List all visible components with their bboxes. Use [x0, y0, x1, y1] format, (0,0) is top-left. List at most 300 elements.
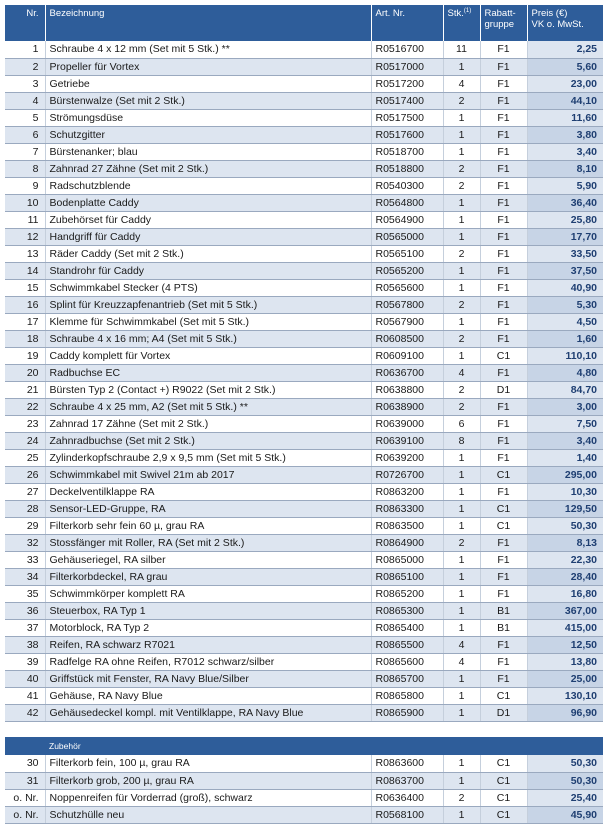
cell-bezeichnung: Bürstenwalze (Set mit 2 Stk.): [45, 92, 371, 109]
cell-stk: 1: [443, 58, 480, 75]
cell-stk: 1: [443, 568, 480, 585]
cell-stk: 1: [443, 704, 480, 721]
cell-art-nr: R0609100: [371, 347, 443, 364]
cell-art-nr: R0565600: [371, 279, 443, 296]
cell-bezeichnung: Motorblock, RA Typ 2: [45, 619, 371, 636]
cell-rabattgruppe: B1: [480, 619, 527, 636]
cell-art-nr: R0865600: [371, 653, 443, 670]
cell-nr: o. Nr.: [5, 789, 45, 806]
cell-rabattgruppe: F1: [480, 636, 527, 653]
cell-nr: 10: [5, 194, 45, 211]
cell-stk: 1: [443, 772, 480, 789]
cell-nr: 22: [5, 398, 45, 415]
cell-nr: 20: [5, 364, 45, 381]
cell-stk: 1: [443, 806, 480, 823]
cell-bezeichnung: Zylinderkopfschraube 2,9 x 9,5 mm (Set mit 5 Stk.): [45, 449, 371, 466]
cell-rabattgruppe: F1: [480, 160, 527, 177]
cell-art-nr: R0518800: [371, 160, 443, 177]
cell-rabattgruppe: F1: [480, 330, 527, 347]
cell-art-nr: R0517000: [371, 58, 443, 75]
table-row: [5, 602, 603, 619]
cell-nr: 25: [5, 449, 45, 466]
cell-stk: 1: [443, 466, 480, 483]
cell-stk: 4: [443, 75, 480, 92]
cell-preis: 415,00: [527, 619, 603, 636]
cell-nr: 3: [5, 75, 45, 92]
cell-stk: 1: [443, 687, 480, 704]
cell-bezeichnung: Schraube 4 x 25 mm, A2 (Set mit 5 Stk.) **: [45, 398, 371, 415]
cell-stk: 4: [443, 636, 480, 653]
table-row: [5, 296, 603, 313]
cell-art-nr: R0517400: [371, 92, 443, 109]
cell-nr: 37: [5, 619, 45, 636]
cell-preis: 50,30: [527, 772, 603, 789]
cell-bezeichnung: Schutzgitter: [45, 126, 371, 143]
cell-art-nr: R0639200: [371, 449, 443, 466]
cell-bezeichnung: Noppenreifen für Vorderrad (groß), schwarz: [45, 789, 371, 806]
cell-nr: 8: [5, 160, 45, 177]
cell-rabattgruppe: F1: [480, 228, 527, 245]
cell-nr: 27: [5, 483, 45, 500]
cell-bezeichnung: Zubehörset für Caddy: [45, 211, 371, 228]
cell-rabattgruppe: C1: [480, 789, 527, 806]
cell-nr: 30: [5, 755, 45, 772]
cell-preis: 13,80: [527, 653, 603, 670]
table-row: [5, 449, 603, 466]
cell-bezeichnung: Reifen, RA schwarz R7021: [45, 636, 371, 653]
cell-art-nr: R0568100: [371, 806, 443, 823]
cell-stk: 1: [443, 347, 480, 364]
cell-preis: 37,50: [527, 262, 603, 279]
cell-nr: 18: [5, 330, 45, 347]
cell-bezeichnung: Getriebe: [45, 75, 371, 92]
cell-art-nr: R0565200: [371, 262, 443, 279]
cell-preis: 8,10: [527, 160, 603, 177]
cell-art-nr: R0865100: [371, 568, 443, 585]
cell-bezeichnung: Radschutzblende: [45, 177, 371, 194]
cell-stk: 1: [443, 262, 480, 279]
cell-preis: 23,00: [527, 75, 603, 92]
section-title: Zubehör: [45, 737, 603, 755]
cell-rabattgruppe: F1: [480, 653, 527, 670]
section-header-zubehoer: [5, 737, 603, 755]
table-row: [5, 483, 603, 500]
table-row: [5, 41, 603, 58]
cell-art-nr: R0865800: [371, 687, 443, 704]
table-row: [5, 177, 603, 194]
cell-art-nr: R0865700: [371, 670, 443, 687]
cell-preis: 25,00: [527, 670, 603, 687]
table-row: [5, 517, 603, 534]
cell-art-nr: R0608500: [371, 330, 443, 347]
cell-art-nr: R0863700: [371, 772, 443, 789]
spacer-cell: [5, 721, 603, 737]
cell-nr: 26: [5, 466, 45, 483]
cell-nr: 36: [5, 602, 45, 619]
cell-preis: 16,80: [527, 585, 603, 602]
cell-nr: 14: [5, 262, 45, 279]
table-row: [5, 228, 603, 245]
parts-list: [5, 5, 603, 824]
section-header-blank: [5, 737, 45, 755]
cell-nr: 28: [5, 500, 45, 517]
cell-rabattgruppe: F1: [480, 194, 527, 211]
table-row: [5, 245, 603, 262]
table-row: [5, 279, 603, 296]
cell-stk: 1: [443, 228, 480, 245]
cell-preis: 3,00: [527, 398, 603, 415]
cell-stk: 1: [443, 619, 480, 636]
cell-stk: 1: [443, 517, 480, 534]
col-header-bezeichnung: Bezeichnung: [45, 5, 371, 41]
cell-art-nr: R0636400: [371, 789, 443, 806]
cell-bezeichnung: Schwimmkabel Stecker (4 PTS): [45, 279, 371, 296]
cell-rabattgruppe: F1: [480, 670, 527, 687]
cell-rabattgruppe: C1: [480, 755, 527, 772]
col-header-rabatt-line1: Rabatt-: [484, 8, 516, 19]
cell-preis: 22,30: [527, 551, 603, 568]
col-header-preis: [527, 5, 603, 41]
table-row: [5, 568, 603, 585]
cell-art-nr: R0518700: [371, 143, 443, 160]
cell-nr: 13: [5, 245, 45, 262]
cell-stk: 2: [443, 245, 480, 262]
cell-art-nr: R0638900: [371, 398, 443, 415]
cell-nr: 9: [5, 177, 45, 194]
cell-bezeichnung: Propeller für Vortex: [45, 58, 371, 75]
cell-nr: 19: [5, 347, 45, 364]
cell-bezeichnung: Splint für Kreuzzapfenantrieb (Set mit 5 Stk.): [45, 296, 371, 313]
cell-art-nr: R0726700: [371, 466, 443, 483]
cell-bezeichnung: Radbuchse EC: [45, 364, 371, 381]
cell-stk: 1: [443, 126, 480, 143]
cell-preis: 3,40: [527, 432, 603, 449]
cell-stk: 1: [443, 143, 480, 160]
col-header-preis-line1: Preis (€): [531, 8, 568, 19]
table-row: [5, 806, 603, 823]
cell-nr: 16: [5, 296, 45, 313]
table-row: [5, 551, 603, 568]
table-row: [5, 126, 603, 143]
cell-rabattgruppe: F1: [480, 585, 527, 602]
cell-nr: 40: [5, 670, 45, 687]
parts-body: [5, 41, 603, 823]
cell-bezeichnung: Radfelge RA ohne Reifen, R7012 schwarz/silber: [45, 653, 371, 670]
cell-stk: 1: [443, 585, 480, 602]
cell-nr: 42: [5, 704, 45, 721]
cell-preis: 130,10: [527, 687, 603, 704]
cell-rabattgruppe: C1: [480, 687, 527, 704]
cell-preis: 11,60: [527, 109, 603, 126]
cell-rabattgruppe: D1: [480, 704, 527, 721]
cell-rabattgruppe: F1: [480, 279, 527, 296]
cell-rabattgruppe: C1: [480, 347, 527, 364]
cell-bezeichnung: Griffstück mit Fenster, RA Navy Blue/Silber: [45, 670, 371, 687]
cell-bezeichnung: Zahnradbuchse (Set mit 2 Stk.): [45, 432, 371, 449]
table-row: [5, 653, 603, 670]
cell-art-nr: R0865500: [371, 636, 443, 653]
table-row: [5, 500, 603, 517]
cell-preis: 50,30: [527, 755, 603, 772]
cell-art-nr: R0636700: [371, 364, 443, 381]
cell-stk: 2: [443, 534, 480, 551]
cell-rabattgruppe: F1: [480, 262, 527, 279]
cell-art-nr: R0865000: [371, 551, 443, 568]
cell-bezeichnung: Gehäuseriegel, RA silber: [45, 551, 371, 568]
cell-bezeichnung: Klemme für Schwimmkabel (Set mit 5 Stk.): [45, 313, 371, 330]
cell-preis: 12,50: [527, 636, 603, 653]
cell-art-nr: R0567800: [371, 296, 443, 313]
col-header-stk-label: Stk.: [447, 8, 464, 19]
table-row: [5, 262, 603, 279]
cell-stk: 1: [443, 670, 480, 687]
cell-rabattgruppe: F1: [480, 483, 527, 500]
cell-art-nr: R0865300: [371, 602, 443, 619]
table-row: [5, 364, 603, 381]
cell-stk: 2: [443, 296, 480, 313]
cell-nr: 6: [5, 126, 45, 143]
cell-rabattgruppe: F1: [480, 364, 527, 381]
table-row: [5, 109, 603, 126]
col-header-rabatt: [480, 5, 527, 41]
cell-nr: 32: [5, 534, 45, 551]
cell-stk: 1: [443, 279, 480, 296]
cell-nr: 23: [5, 415, 45, 432]
cell-stk: 1: [443, 313, 480, 330]
cell-preis: 7,50: [527, 415, 603, 432]
cell-nr: 15: [5, 279, 45, 296]
cell-art-nr: R0639000: [371, 415, 443, 432]
cell-rabattgruppe: F1: [480, 177, 527, 194]
cell-nr: 21: [5, 381, 45, 398]
table-header: [5, 5, 603, 41]
cell-preis: 50,30: [527, 517, 603, 534]
cell-stk: 1: [443, 602, 480, 619]
cell-rabattgruppe: F1: [480, 109, 527, 126]
cell-nr: 35: [5, 585, 45, 602]
cell-preis: 295,00: [527, 466, 603, 483]
cell-nr: 38: [5, 636, 45, 653]
cell-preis: 8,13: [527, 534, 603, 551]
cell-rabattgruppe: D1: [480, 381, 527, 398]
cell-art-nr: R0517200: [371, 75, 443, 92]
cell-preis: 44,10: [527, 92, 603, 109]
cell-nr: 41: [5, 687, 45, 704]
cell-bezeichnung: Schwimmkörper komplett RA: [45, 585, 371, 602]
cell-nr: 5: [5, 109, 45, 126]
cell-preis: 3,40: [527, 143, 603, 160]
table-row: [5, 789, 603, 806]
cell-rabattgruppe: C1: [480, 772, 527, 789]
cell-art-nr: R0863200: [371, 483, 443, 500]
table-row: [5, 58, 603, 75]
cell-nr: 1: [5, 41, 45, 58]
cell-rabattgruppe: B1: [480, 602, 527, 619]
cell-art-nr: R0564900: [371, 211, 443, 228]
cell-art-nr: R0564800: [371, 194, 443, 211]
cell-preis: 25,40: [527, 789, 603, 806]
cell-bezeichnung: Zahnrad 17 Zähne (Set mit 2 Stk.): [45, 415, 371, 432]
cell-stk: 2: [443, 398, 480, 415]
cell-preis: 5,90: [527, 177, 603, 194]
table-row: [5, 75, 603, 92]
cell-rabattgruppe: C1: [480, 500, 527, 517]
cell-nr: 39: [5, 653, 45, 670]
cell-preis: 4,50: [527, 313, 603, 330]
table-row: [5, 585, 603, 602]
col-header-stk-note: (1): [463, 7, 472, 14]
cell-stk: 1: [443, 500, 480, 517]
cell-rabattgruppe: F1: [480, 92, 527, 109]
col-header-preis-line2: VK o. MwSt.: [531, 19, 584, 30]
cell-preis: 33,50: [527, 245, 603, 262]
cell-rabattgruppe: F1: [480, 415, 527, 432]
table-row: [5, 755, 603, 772]
table-row: [5, 160, 603, 177]
cell-stk: 1: [443, 483, 480, 500]
cell-rabattgruppe: F1: [480, 296, 527, 313]
cell-bezeichnung: Sensor-LED-Gruppe, RA: [45, 500, 371, 517]
cell-preis: 28,40: [527, 568, 603, 585]
cell-nr: 29: [5, 517, 45, 534]
table-row: [5, 143, 603, 160]
cell-bezeichnung: Stossfänger mit Roller, RA (Set mit 2 Stk.): [45, 534, 371, 551]
cell-art-nr: R0540300: [371, 177, 443, 194]
cell-bezeichnung: Filterkorb grob, 200 µ, grau RA: [45, 772, 371, 789]
cell-art-nr: R0865400: [371, 619, 443, 636]
cell-nr: 11: [5, 211, 45, 228]
table-row: [5, 432, 603, 449]
section-spacer: [5, 721, 603, 737]
cell-rabattgruppe: F1: [480, 211, 527, 228]
table-row: [5, 704, 603, 721]
cell-stk: 2: [443, 177, 480, 194]
cell-preis: 96,90: [527, 704, 603, 721]
cell-preis: 1,60: [527, 330, 603, 347]
col-header-nr: Nr.: [5, 5, 45, 41]
cell-bezeichnung: Bürsten Typ 2 (Contact +) R9022 (Set mit 2 Stk.): [45, 381, 371, 398]
cell-rabattgruppe: F1: [480, 75, 527, 92]
cell-art-nr: R0516700: [371, 41, 443, 58]
table-row: [5, 347, 603, 364]
cell-nr: 12: [5, 228, 45, 245]
cell-bezeichnung: Gehäuse, RA Navy Blue: [45, 687, 371, 704]
cell-bezeichnung: Caddy komplett für Vortex: [45, 347, 371, 364]
cell-rabattgruppe: F1: [480, 143, 527, 160]
cell-bezeichnung: Bodenplatte Caddy: [45, 194, 371, 211]
cell-nr: 34: [5, 568, 45, 585]
cell-stk: 1: [443, 755, 480, 772]
cell-preis: 5,60: [527, 58, 603, 75]
table-row: [5, 92, 603, 109]
table-row: [5, 534, 603, 551]
cell-rabattgruppe: F1: [480, 126, 527, 143]
cell-preis: 1,40: [527, 449, 603, 466]
cell-preis: 5,30: [527, 296, 603, 313]
cell-nr: 2: [5, 58, 45, 75]
cell-rabattgruppe: F1: [480, 551, 527, 568]
col-header-art-nr: Art. Nr.: [371, 5, 443, 41]
cell-rabattgruppe: F1: [480, 432, 527, 449]
cell-preis: 36,40: [527, 194, 603, 211]
cell-art-nr: R0864900: [371, 534, 443, 551]
cell-stk: 1: [443, 211, 480, 228]
cell-bezeichnung: Steuerbox, RA Typ 1: [45, 602, 371, 619]
cell-bezeichnung: Gehäusedeckel kompl. mit Ventilklappe, RA Navy Blue: [45, 704, 371, 721]
cell-rabattgruppe: F1: [480, 41, 527, 58]
cell-rabattgruppe: F1: [480, 534, 527, 551]
cell-rabattgruppe: F1: [480, 313, 527, 330]
cell-bezeichnung: Schraube 4 x 16 mm; A4 (Set mit 5 Stk.): [45, 330, 371, 347]
cell-bezeichnung: Schutzhülle neu: [45, 806, 371, 823]
cell-bezeichnung: Handgriff für Caddy: [45, 228, 371, 245]
cell-preis: 25,80: [527, 211, 603, 228]
table-row: [5, 466, 603, 483]
cell-stk: 6: [443, 415, 480, 432]
cell-stk: 2: [443, 160, 480, 177]
cell-stk: 1: [443, 109, 480, 126]
cell-bezeichnung: Deckelventilklappe RA: [45, 483, 371, 500]
cell-art-nr: R0517600: [371, 126, 443, 143]
col-header-rabatt-line2: gruppe: [484, 19, 515, 30]
cell-preis: 10,30: [527, 483, 603, 500]
cell-rabattgruppe: C1: [480, 517, 527, 534]
cell-bezeichnung: Filterkorb fein, 100 µ, grau RA: [45, 755, 371, 772]
cell-stk: 1: [443, 194, 480, 211]
cell-bezeichnung: Filterkorbdeckel, RA grau: [45, 568, 371, 585]
cell-preis: 129,50: [527, 500, 603, 517]
cell-stk: 11: [443, 41, 480, 58]
cell-rabattgruppe: F1: [480, 568, 527, 585]
cell-nr: o. Nr.: [5, 806, 45, 823]
cell-nr: 33: [5, 551, 45, 568]
cell-stk: 8: [443, 432, 480, 449]
col-header-stk: [443, 5, 480, 41]
table-row: [5, 211, 603, 228]
cell-rabattgruppe: F1: [480, 245, 527, 262]
cell-preis: 45,90: [527, 806, 603, 823]
cell-bezeichnung: Schraube 4 x 12 mm (Set mit 5 Stk.) **: [45, 41, 371, 58]
table-row: [5, 398, 603, 415]
cell-nr: 24: [5, 432, 45, 449]
table-row: [5, 772, 603, 789]
cell-art-nr: R0863300: [371, 500, 443, 517]
table-row: [5, 687, 603, 704]
cell-nr: 17: [5, 313, 45, 330]
cell-art-nr: R0863500: [371, 517, 443, 534]
cell-stk: 4: [443, 364, 480, 381]
cell-stk: 1: [443, 449, 480, 466]
table-row: [5, 415, 603, 432]
cell-stk: 4: [443, 653, 480, 670]
cell-bezeichnung: Zahnrad 27 Zähne (Set mit 2 Stk.): [45, 160, 371, 177]
cell-preis: 2,25: [527, 41, 603, 58]
table-row: [5, 194, 603, 211]
cell-rabattgruppe: F1: [480, 58, 527, 75]
cell-stk: 2: [443, 92, 480, 109]
parts-table: [5, 5, 603, 824]
cell-art-nr: R0567900: [371, 313, 443, 330]
cell-stk: 2: [443, 381, 480, 398]
cell-nr: 4: [5, 92, 45, 109]
cell-bezeichnung: Strömungsdüse: [45, 109, 371, 126]
cell-preis: 110,10: [527, 347, 603, 364]
cell-rabattgruppe: F1: [480, 449, 527, 466]
cell-bezeichnung: Standrohr für Caddy: [45, 262, 371, 279]
table-row: [5, 619, 603, 636]
cell-rabattgruppe: F1: [480, 398, 527, 415]
cell-art-nr: R0565000: [371, 228, 443, 245]
